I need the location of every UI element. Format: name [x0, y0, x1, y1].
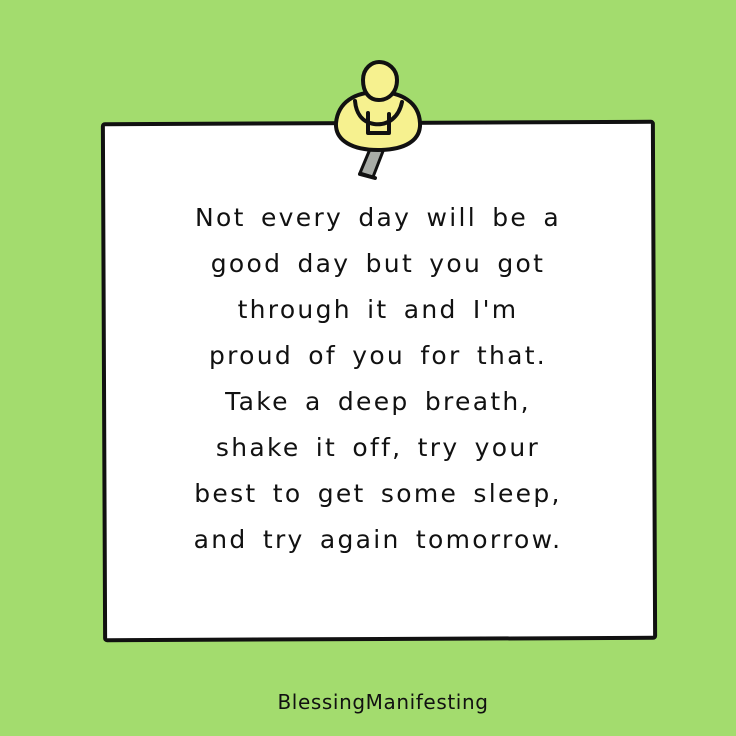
quote-line: best to get some sleep, — [194, 479, 562, 508]
quote-line: good day but you got — [210, 249, 546, 278]
push-pin-icon — [330, 62, 426, 188]
quote-line: shake it off, try your — [215, 433, 541, 462]
quote-line: Not every day will be a — [195, 203, 561, 232]
quote-line: Take a deep breath, — [225, 387, 531, 416]
quote-text — [110, 195, 646, 563]
brand-signature: BlessingManifesting — [277, 690, 489, 714]
quote-line: proud of you for that. — [208, 341, 548, 370]
quote-line: through it and I'm — [237, 295, 519, 324]
quote-line: and try again tomorrow. — [193, 525, 563, 554]
